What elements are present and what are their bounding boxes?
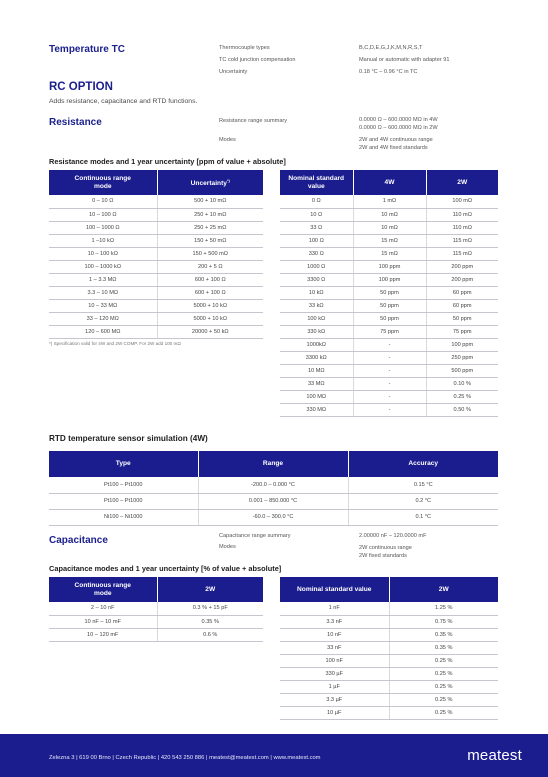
table-cell: 0.75 % xyxy=(389,615,498,628)
resistance-continuous-table xyxy=(49,170,263,339)
table-row xyxy=(280,403,498,416)
table-cell: 10 kΩ xyxy=(280,286,353,299)
tc-cjc-label: TC cold junction compensation xyxy=(219,57,296,63)
table-row xyxy=(280,390,498,403)
table-cell: 3.3 nF xyxy=(280,615,389,628)
uncertainty-header-text: Uncertainty xyxy=(190,180,227,188)
table-cell: 3300 Ω xyxy=(280,273,353,286)
table-cell: 10 MΩ xyxy=(280,364,353,377)
table-cell: 50 ppm xyxy=(353,299,426,312)
table-cell: 250 + 10 mΩ xyxy=(157,208,263,221)
table-cell: - xyxy=(353,351,426,364)
table-cell: 1000 Ω xyxy=(280,260,353,273)
table-header-row xyxy=(49,170,263,195)
rc-option-intro: Adds resistance, capacitance and RTD functions. xyxy=(49,98,198,105)
footer-address: Zelezna 3 | 619 00 Brno | Czech Republic | 420 543 250 886 | meatest@meatest.com | www.meatest.com xyxy=(49,755,321,761)
table-cell: 120 – 600 MΩ xyxy=(49,325,157,338)
section-heading-temperature-tc: Temperature TC xyxy=(49,44,125,55)
column-header-continuous-range: Continuous range mode xyxy=(49,577,157,602)
table-cell: 100 Ω xyxy=(280,234,353,247)
column-header-nominal: Nominal standard value xyxy=(280,170,353,195)
table-cell: 10 µF xyxy=(280,706,389,719)
table-cell: 33 MΩ xyxy=(280,377,353,390)
table-cell: - xyxy=(353,403,426,416)
table-cell: 0.25 % xyxy=(389,654,498,667)
table-cell: 150 + 50 mΩ xyxy=(157,234,263,247)
table-cell: 33 kΩ xyxy=(280,299,353,312)
resistance-modes-caption: Resistance modes and 1 year uncertainty [ppm of value + absolute] xyxy=(49,157,286,166)
table-row xyxy=(49,477,498,493)
table-cell: - xyxy=(353,364,426,377)
table-row xyxy=(280,247,498,260)
table-row xyxy=(280,299,498,312)
table-row xyxy=(280,602,498,615)
table-row xyxy=(280,351,498,364)
table-cell: 0.6 % xyxy=(157,628,263,641)
column-header-nominal: Nominal standard value xyxy=(280,577,389,602)
table-cell: 0.25 % xyxy=(389,706,498,719)
table-cell: 60 ppm xyxy=(426,299,498,312)
table-row xyxy=(280,706,498,719)
table-cell: 0.2 °C xyxy=(348,493,498,509)
table-cell: Pt100 – Pt1000 xyxy=(49,493,198,509)
table-cell: 10 nF xyxy=(280,628,389,641)
table-row xyxy=(280,273,498,286)
resistance-modes-label: Modes xyxy=(219,137,236,143)
table-cell: Pt100 – Pt1000 xyxy=(49,477,198,493)
resistance-range-value-4w: 0.0000 Ω – 600.0000 MΩ in 4W xyxy=(359,117,438,123)
table-cell: 150 + 500 mΩ xyxy=(157,247,263,260)
table-row xyxy=(49,312,263,325)
table-cell: 100 mΩ xyxy=(426,195,498,208)
table-row xyxy=(280,654,498,667)
table-row xyxy=(49,273,263,286)
table-cell: -200.0 – 0.000 °C xyxy=(198,477,348,493)
footnote-mark: *) xyxy=(226,177,230,183)
table-cell: 600 + 100 Ω xyxy=(157,273,263,286)
table-row xyxy=(280,364,498,377)
table-cell: 1000kΩ xyxy=(280,338,353,351)
table-cell: 500 ppm xyxy=(426,364,498,377)
table-cell: 500 + 10 mΩ xyxy=(157,195,263,208)
table-row xyxy=(280,693,498,706)
table-cell: 50 ppm xyxy=(426,312,498,325)
capacitance-modes-value-2: 2W fixed standards xyxy=(359,553,407,559)
table-cell: 60 ppm xyxy=(426,286,498,299)
table-row xyxy=(280,338,498,351)
resistance-range-value-2w: 0.0000 Ω – 600.0000 MΩ in 2W xyxy=(359,125,438,131)
table-row xyxy=(280,208,498,221)
resistance-range-label: Resistance range summary xyxy=(219,118,288,124)
table-row xyxy=(49,286,263,299)
table-cell: 100 ppm xyxy=(353,273,426,286)
table-row xyxy=(49,234,263,247)
table-cell: 10 Ω xyxy=(280,208,353,221)
table-cell: 20000 + 50 kΩ xyxy=(157,325,263,338)
table-cell: 200 ppm xyxy=(426,260,498,273)
section-heading-capacitance: Capacitance xyxy=(49,535,108,546)
table-cell: 0.35 % xyxy=(157,615,263,628)
table-row xyxy=(280,260,498,273)
table-row xyxy=(280,286,498,299)
table-cell: 50 ppm xyxy=(353,286,426,299)
table-row xyxy=(49,247,263,260)
table-row xyxy=(280,234,498,247)
table-cell: 33 nF xyxy=(280,641,389,654)
table-row xyxy=(280,628,498,641)
table-cell: 100 – 1000 Ω xyxy=(49,221,157,234)
table-cell: 10 mΩ xyxy=(353,221,426,234)
table-row xyxy=(280,195,498,208)
resistance-modes-value-1: 2W and 4W continuous range xyxy=(359,137,433,143)
table-cell: 1.25 % xyxy=(389,602,498,615)
table-cell: 0.10 % xyxy=(426,377,498,390)
capacitance-modes-value-1: 2W continuous range xyxy=(359,545,412,551)
section-heading-resistance: Resistance xyxy=(49,117,102,128)
table-row xyxy=(280,641,498,654)
table-cell: 330 MΩ xyxy=(280,403,353,416)
table-cell: 0.001 – 850.000 °C xyxy=(198,493,348,509)
table-cell: 100 – 1000 kΩ xyxy=(49,260,157,273)
table-cell: 0.25 % xyxy=(389,693,498,706)
table-cell: 5000 + 10 kΩ xyxy=(157,312,263,325)
table-cell: 330 Ω xyxy=(280,247,353,260)
meatest-logo: meatest xyxy=(467,747,522,764)
table-cell: 0.35 % xyxy=(389,628,498,641)
table-header-row xyxy=(280,577,498,602)
rtd-caption: RTD temperature sensor simulation (4W) xyxy=(49,434,208,443)
table-cell: 3300 kΩ xyxy=(280,351,353,364)
table-cell: 0.35 % xyxy=(389,641,498,654)
table-cell: 1 µF xyxy=(280,680,389,693)
table-cell: 15 mΩ xyxy=(353,234,426,247)
table-row xyxy=(49,602,263,615)
capacitance-range-label: Capacitance range summary xyxy=(219,533,291,539)
table-cell: 1 – 3.3 MΩ xyxy=(49,273,157,286)
table-row xyxy=(280,221,498,234)
table-cell: 200 + 5 Ω xyxy=(157,260,263,273)
column-header-continuous-range: Continuous range mode xyxy=(49,170,157,195)
table-row xyxy=(49,509,498,525)
table-cell: 600 + 100 Ω xyxy=(157,286,263,299)
table-cell: 0.25 % xyxy=(426,390,498,403)
table-cell: - xyxy=(353,377,426,390)
table-cell: 115 mΩ xyxy=(426,247,498,260)
table-cell: 250 ppm xyxy=(426,351,498,364)
table-cell: 0.25 % xyxy=(389,680,498,693)
table-cell: 250 + 25 mΩ xyxy=(157,221,263,234)
tc-thermocouple-types-value: B,C,D,E,G,J,K,M,N,R,S,T xyxy=(359,45,423,51)
table-cell: 1 nF xyxy=(280,602,389,615)
table-row xyxy=(49,615,263,628)
table-header-row xyxy=(280,170,498,195)
column-header-4w: 4W xyxy=(353,170,426,195)
table-cell: 110 mΩ xyxy=(426,208,498,221)
table-row xyxy=(49,299,263,312)
table-cell: 0.15 °C xyxy=(348,477,498,493)
table-cell: 0.25 % xyxy=(389,667,498,680)
table-cell: 75 ppm xyxy=(426,325,498,338)
table-row xyxy=(49,493,498,509)
table-cell: 100 MΩ xyxy=(280,390,353,403)
table-row xyxy=(49,221,263,234)
tc-uncertainty-value: 0.18 °C – 0.96 °C in TC xyxy=(359,69,418,75)
table-cell: 200 ppm xyxy=(426,273,498,286)
table-cell: 100 ppm xyxy=(353,260,426,273)
capacitance-nominal-table xyxy=(280,577,498,720)
table-cell: 330 µF xyxy=(280,667,389,680)
table-cell: 0.50 % xyxy=(426,403,498,416)
tc-uncertainty-label: Uncertainty xyxy=(219,69,248,75)
table-cell: 10 – 120 mF xyxy=(49,628,157,641)
table-cell: 10 – 100 Ω xyxy=(49,208,157,221)
table-row xyxy=(280,377,498,390)
table-row xyxy=(280,615,498,628)
table-cell: 75 ppm xyxy=(353,325,426,338)
column-header-2w: 2W xyxy=(389,577,498,602)
table-cell: 10 – 33 MΩ xyxy=(49,299,157,312)
table-row xyxy=(280,667,498,680)
table-cell: 0 Ω xyxy=(280,195,353,208)
resistance-modes-value-2: 2W and 4W fixed standards xyxy=(359,145,428,151)
column-header-2w: 2W xyxy=(157,577,263,602)
table-row xyxy=(49,208,263,221)
capacitance-range-value: 2.00000 nF – 120.0000 mF xyxy=(359,533,427,539)
column-header-uncertainty xyxy=(157,170,263,195)
column-header-range: Range xyxy=(198,451,348,477)
table-cell: 5000 + 10 kΩ xyxy=(157,299,263,312)
table-cell: 3.3 – 10 MΩ xyxy=(49,286,157,299)
table-row xyxy=(49,325,263,338)
page-footer xyxy=(0,734,548,777)
table-header-row xyxy=(49,451,498,477)
table-row xyxy=(280,312,498,325)
table-cell: - xyxy=(353,390,426,403)
table-cell: 110 mΩ xyxy=(426,221,498,234)
capacitance-continuous-table xyxy=(49,577,263,642)
table-cell: 10 nF – 10 mF xyxy=(49,615,157,628)
section-heading-rc-option: RC OPTION xyxy=(49,81,113,93)
table-cell: 0.3 % + 15 pF xyxy=(157,602,263,615)
table-cell: 33 – 120 MΩ xyxy=(49,312,157,325)
table-cell: 10 mΩ xyxy=(353,208,426,221)
table-cell: 100 kΩ xyxy=(280,312,353,325)
table-cell: 115 mΩ xyxy=(426,234,498,247)
table-cell: Ni100 – Ni1000 xyxy=(49,509,198,525)
table-cell: 100 ppm xyxy=(426,338,498,351)
table-cell: 15 mΩ xyxy=(353,247,426,260)
table-cell: 0 – 10 Ω xyxy=(49,195,157,208)
table-cell: 10 – 100 kΩ xyxy=(49,247,157,260)
table-row xyxy=(280,325,498,338)
table-row xyxy=(280,680,498,693)
column-header-2w: 2W xyxy=(426,170,498,195)
table-cell: 330 kΩ xyxy=(280,325,353,338)
tc-cjc-value: Manual or automatic with adapter 91 xyxy=(359,57,450,63)
resistance-nominal-table xyxy=(280,170,498,417)
column-header-type: Type xyxy=(49,451,198,477)
resistance-footnote: *) Specification valid for 4W and 2W COMP. For 2W add 100 mΩ xyxy=(49,341,181,346)
table-cell: 1 –10 kΩ xyxy=(49,234,157,247)
table-cell: 1 mΩ xyxy=(353,195,426,208)
table-cell: 100 nF xyxy=(280,654,389,667)
table-row xyxy=(49,628,263,641)
capacitance-modes-caption: Capacitance modes and 1 year uncertainty [% of value + absolute] xyxy=(49,564,282,573)
table-cell: - xyxy=(353,338,426,351)
table-cell: 33 Ω xyxy=(280,221,353,234)
table-row xyxy=(49,260,263,273)
capacitance-modes-label: Modes xyxy=(219,544,236,550)
table-row xyxy=(49,195,263,208)
table-cell: 0.1 °C xyxy=(348,509,498,525)
tc-thermocouple-types-label: Thermocouple types xyxy=(219,45,270,51)
table-cell: 50 ppm xyxy=(353,312,426,325)
table-cell: 3.3 µF xyxy=(280,693,389,706)
rtd-table xyxy=(49,451,498,526)
table-cell: 2 – 10 nF xyxy=(49,602,157,615)
table-header-row xyxy=(49,577,263,602)
table-cell: -60.0 – 300.0 °C xyxy=(198,509,348,525)
column-header-accuracy: Accuracy xyxy=(348,451,498,477)
